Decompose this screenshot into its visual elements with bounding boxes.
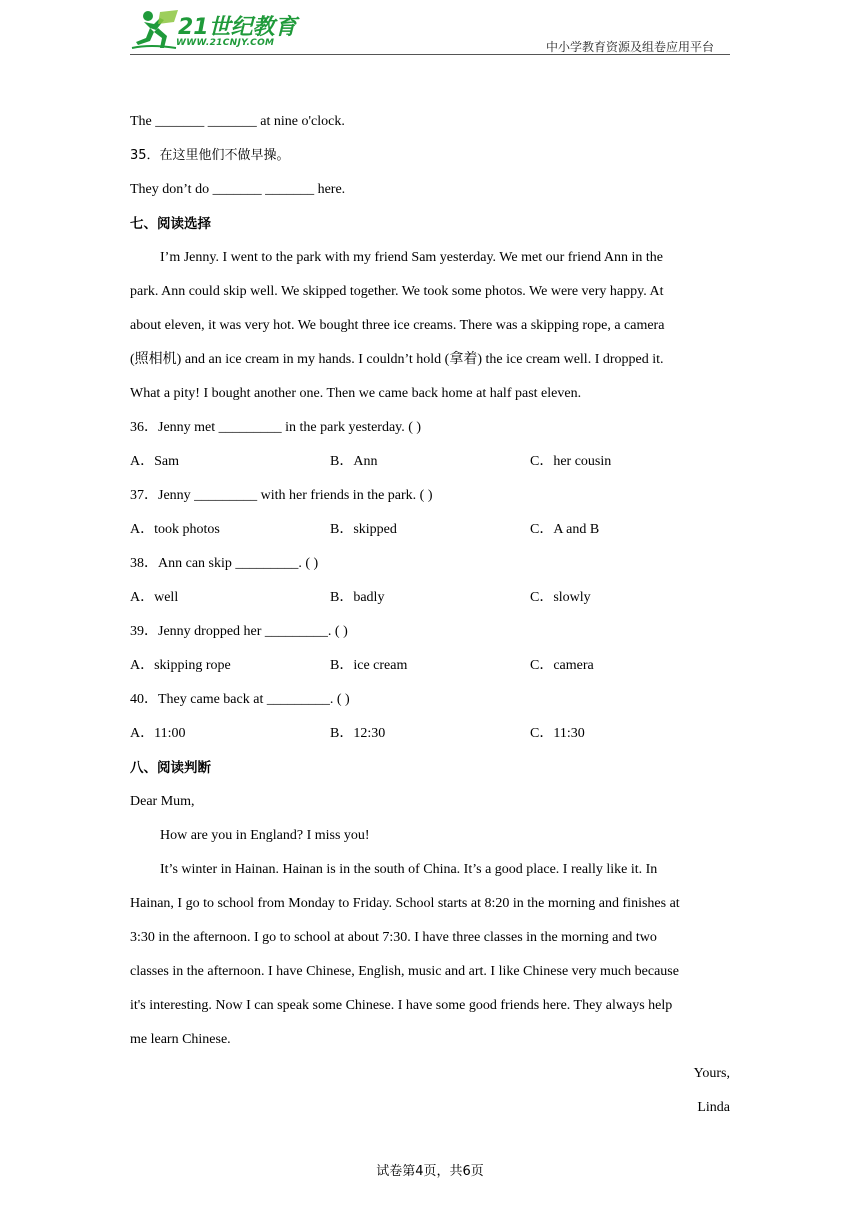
option-c: C．A and B bbox=[530, 522, 600, 537]
option-b: B．skipped bbox=[330, 522, 397, 537]
text-line: 39．Jenny dropped her _________. ( ) bbox=[130, 624, 348, 639]
option-c: C．camera bbox=[530, 658, 594, 673]
platform-title: 中小学教育资源及组卷应用平台 bbox=[545, 40, 714, 54]
text-line: me learn Chinese. bbox=[130, 1032, 231, 1047]
text-line: classes in the afternoon. I have Chinese, English, music and art. I like Chinese very much because bbox=[130, 964, 679, 979]
answer-options bbox=[130, 445, 730, 479]
logo-text: 21世纪教育 bbox=[178, 15, 297, 40]
text-line: 37．Jenny _________ with her friends in the park. ( ) bbox=[130, 488, 433, 503]
section-heading: 七、阅读选择 bbox=[130, 216, 211, 232]
page-header bbox=[130, 8, 730, 56]
text-line: park. Ann could skip well. We skipped together. We took some photos. We were very happy. At bbox=[130, 284, 664, 299]
option-b: B．badly bbox=[330, 590, 385, 605]
text-line: it's interesting. Now I can speak some Chinese. I have some good friends here. They always help bbox=[130, 998, 673, 1013]
text-line: about eleven, it was very hot. We bought three ice creams. There was a skipping rope, a camera bbox=[130, 318, 665, 333]
answer-options bbox=[130, 513, 730, 547]
option-b: B．Ann bbox=[330, 454, 378, 469]
text-line: Dear Mum, bbox=[130, 794, 195, 809]
option-a: A．well bbox=[130, 590, 179, 605]
logo-url: WWW.21CNJY.COM bbox=[176, 38, 275, 48]
answer-options bbox=[130, 717, 730, 751]
option-a: A．skipping rope bbox=[130, 658, 231, 673]
document-body bbox=[130, 105, 730, 1125]
runner-logo-icon bbox=[130, 8, 182, 52]
option-c: C．slowly bbox=[530, 590, 591, 605]
text-line: 36．Jenny met _________ in the park yesterday. ( ) bbox=[130, 420, 422, 435]
text-line: The _______ _______ at nine o'clock. bbox=[130, 114, 345, 129]
signature-line: Linda bbox=[697, 1100, 730, 1115]
option-b: B．12:30 bbox=[330, 726, 386, 741]
header-divider bbox=[130, 54, 730, 55]
option-a: A．Sam bbox=[130, 454, 179, 469]
option-c: C．her cousin bbox=[530, 454, 612, 469]
signature-line: Yours, bbox=[693, 1066, 730, 1081]
answer-options bbox=[130, 581, 730, 615]
option-b: B．ice cream bbox=[330, 658, 408, 673]
option-a: A．11:00 bbox=[130, 726, 186, 741]
text-line: 40．They came back at _________. ( ) bbox=[130, 692, 350, 707]
text-line: 38．Ann can skip _________. ( ) bbox=[130, 556, 319, 571]
section-heading: 八、阅读判断 bbox=[130, 760, 211, 776]
question-line: 35．在这里他们不做早操。 bbox=[130, 148, 290, 163]
paragraph-line: How are you in England? I miss you! bbox=[160, 828, 370, 843]
answer-options bbox=[130, 649, 730, 683]
paragraph-line: It’s winter in Hainan. Hainan is in the south of China. It’s a good place. I really like it. In bbox=[160, 862, 658, 877]
text-line: (照相机) and an ice cream in my hands. I couldn’t hold (拿着) the ice cream well. I dropped it. bbox=[130, 352, 664, 367]
logo bbox=[130, 8, 310, 52]
option-c: C．11:30 bbox=[530, 726, 585, 741]
page-footer: 试卷第4页，共6页 bbox=[376, 1164, 484, 1179]
paragraph-line: I’m Jenny. I went to the park with my friend Sam yesterday. We met our friend Ann in the bbox=[160, 250, 664, 265]
option-a: A．took photos bbox=[130, 522, 220, 537]
text-line: 3:30 in the afternoon. I go to school at about 7:30. I have three classes in the morning and two bbox=[130, 930, 657, 945]
text-line: What a pity! I bought another one. Then we came back home at half past eleven. bbox=[130, 386, 582, 401]
text-line: They don’t do _______ _______ here. bbox=[130, 182, 346, 197]
text-line: Hainan, I go to school from Monday to Friday. School starts at 8:20 in the morning and finishes at bbox=[130, 896, 680, 911]
